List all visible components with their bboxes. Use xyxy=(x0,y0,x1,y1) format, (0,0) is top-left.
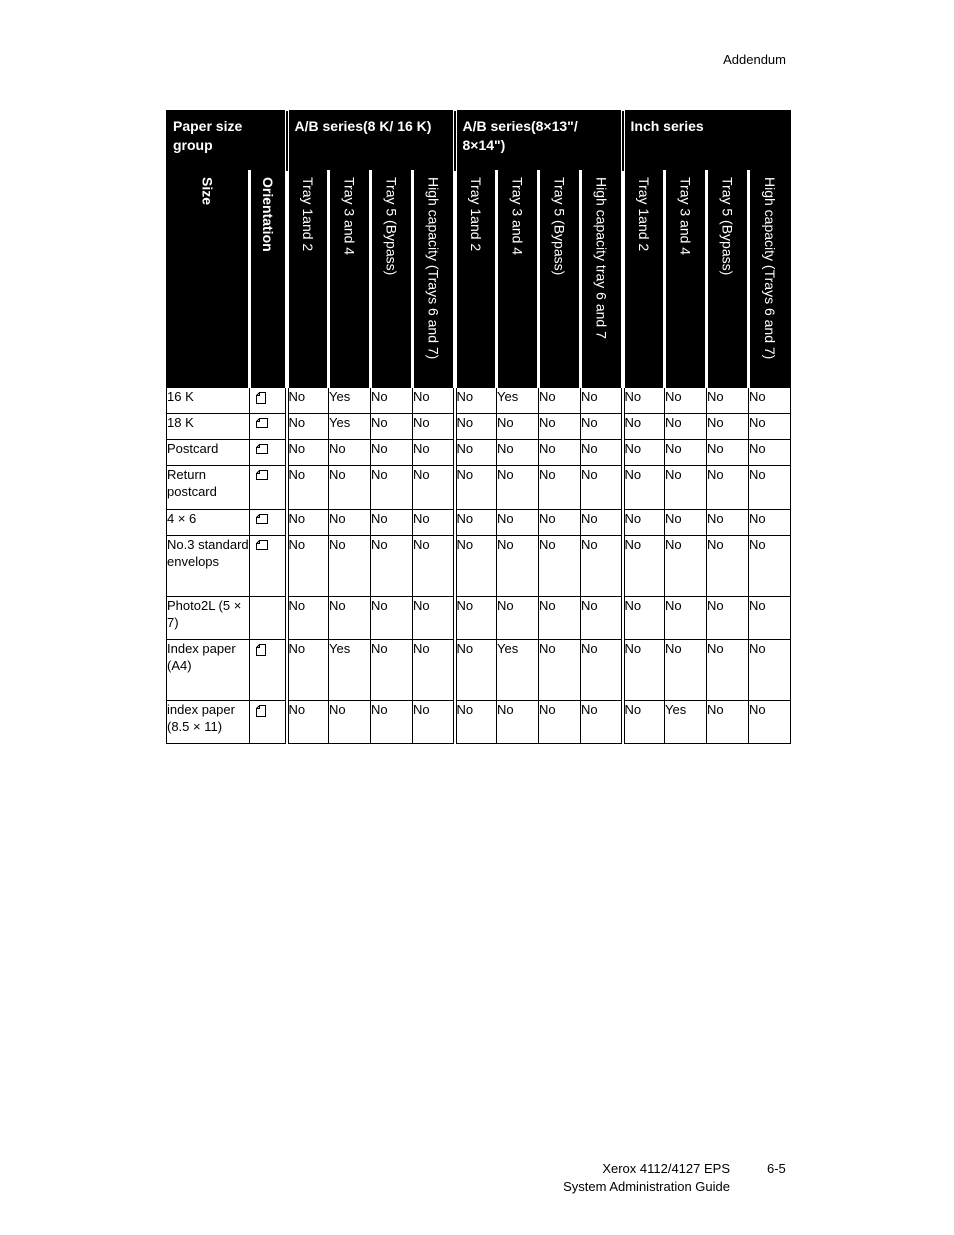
orientation-cell xyxy=(250,536,287,597)
support-cell: No xyxy=(329,536,371,597)
support-cell: No xyxy=(371,440,413,466)
table-row xyxy=(167,597,791,640)
column-header-label: Tray 3 and 4 xyxy=(509,177,526,256)
support-cell: Yes xyxy=(497,640,539,701)
support-cell: Yes xyxy=(329,388,371,414)
support-cell: No xyxy=(287,701,329,744)
support-cell: No xyxy=(665,466,707,510)
support-cell: No xyxy=(665,388,707,414)
support-cell: No xyxy=(413,440,455,466)
support-cell: No xyxy=(665,597,707,640)
support-cell: No xyxy=(539,440,581,466)
column-header-label: Tray 1and 2 xyxy=(467,177,484,252)
support-cell: No xyxy=(329,597,371,640)
support-cell: No xyxy=(749,510,791,536)
support-cell: No xyxy=(623,536,665,597)
size-cell: Photo2L (5 × 7) xyxy=(167,597,250,640)
landscape-orientation-icon xyxy=(256,470,268,480)
support-cell: No xyxy=(455,597,497,640)
column-header-label: Size xyxy=(199,177,216,206)
support-cell: No xyxy=(287,536,329,597)
support-cell: No xyxy=(371,510,413,536)
support-cell: No xyxy=(497,536,539,597)
orientation-cell xyxy=(250,466,287,510)
size-cell: Postcard xyxy=(167,440,250,466)
support-cell: No xyxy=(413,466,455,510)
orientation-cell xyxy=(250,701,287,744)
support-cell: No xyxy=(413,701,455,744)
support-cell: No xyxy=(539,510,581,536)
portrait-orientation-icon xyxy=(256,705,266,717)
support-cell: No xyxy=(749,414,791,440)
support-cell: Yes xyxy=(665,701,707,744)
footer-page-number: 6-5 xyxy=(767,1161,786,1176)
support-cell: No xyxy=(287,388,329,414)
support-cell: No xyxy=(623,701,665,744)
support-cell: No xyxy=(371,466,413,510)
support-cell: No xyxy=(707,440,749,466)
support-cell: No xyxy=(371,701,413,744)
support-cell: No xyxy=(497,440,539,466)
support-cell: No xyxy=(581,510,623,536)
support-cell: No xyxy=(581,388,623,414)
size-cell: No.3 standard envelops xyxy=(167,536,250,597)
support-cell: No xyxy=(749,640,791,701)
support-cell: No xyxy=(539,466,581,510)
support-cell: No xyxy=(749,701,791,744)
footer-guide-name: System Administration Guide xyxy=(563,1179,730,1194)
support-cell: No xyxy=(329,701,371,744)
support-cell: No xyxy=(413,414,455,440)
table-row xyxy=(167,440,791,466)
column-header xyxy=(329,171,371,388)
support-cell: Yes xyxy=(329,640,371,701)
column-header xyxy=(250,171,287,388)
table-row xyxy=(167,414,791,440)
size-cell: 16 K xyxy=(167,388,250,414)
column-header xyxy=(497,171,539,388)
support-cell: No xyxy=(413,536,455,597)
orientation-cell xyxy=(250,440,287,466)
support-cell: No xyxy=(455,414,497,440)
support-cell: No xyxy=(707,597,749,640)
support-cell: No xyxy=(749,597,791,640)
support-cell: No xyxy=(749,466,791,510)
support-cell: No xyxy=(497,597,539,640)
running-header: Addendum xyxy=(723,52,786,67)
size-cell: 4 × 6 xyxy=(167,510,250,536)
support-cell: No xyxy=(539,640,581,701)
support-cell: No xyxy=(623,510,665,536)
table-row xyxy=(167,466,791,510)
support-cell: No xyxy=(581,701,623,744)
support-cell: No xyxy=(455,440,497,466)
support-cell: No xyxy=(749,440,791,466)
size-cell: Return postcard xyxy=(167,466,250,510)
table-row xyxy=(167,701,791,744)
support-cell: No xyxy=(623,466,665,510)
column-header xyxy=(413,171,455,388)
group-header-inch: Inch series xyxy=(623,111,791,171)
landscape-orientation-icon xyxy=(256,418,268,428)
column-header-label: Tray 1and 2 xyxy=(635,177,652,252)
support-cell: No xyxy=(623,640,665,701)
support-cell: No xyxy=(329,440,371,466)
support-cell: No xyxy=(707,640,749,701)
size-cell: 18 K xyxy=(167,414,250,440)
column-header xyxy=(167,171,250,388)
column-header-label: Tray 3 and 4 xyxy=(677,177,694,256)
support-cell: No xyxy=(749,536,791,597)
support-cell: No xyxy=(371,640,413,701)
landscape-orientation-icon xyxy=(256,540,268,550)
column-header-label: Tray 1and 2 xyxy=(299,177,316,252)
support-cell: No xyxy=(287,640,329,701)
orientation-cell xyxy=(250,388,287,414)
support-cell: No xyxy=(581,466,623,510)
support-cell: No xyxy=(581,440,623,466)
support-cell: No xyxy=(371,388,413,414)
column-header-label: High capacity tray 6 and 7 xyxy=(593,177,610,339)
orientation-cell xyxy=(250,640,287,701)
support-cell: No xyxy=(539,414,581,440)
support-cell: No xyxy=(497,510,539,536)
support-cell: No xyxy=(581,597,623,640)
support-cell: No xyxy=(413,597,455,640)
support-cell: No xyxy=(497,701,539,744)
column-header-label: Tray 5 (Bypass) xyxy=(551,177,568,276)
support-cell: No xyxy=(413,388,455,414)
support-cell: No xyxy=(455,388,497,414)
footer-product xyxy=(563,1160,730,1196)
support-cell: No xyxy=(371,536,413,597)
orientation-cell xyxy=(250,414,287,440)
support-cell: No xyxy=(665,414,707,440)
support-cell: No xyxy=(455,466,497,510)
support-cell: Yes xyxy=(497,388,539,414)
footer-product-name: Xerox 4112/4127 EPS xyxy=(602,1161,730,1176)
column-header xyxy=(371,171,413,388)
group-header-ab-8k16k: A/B series(8 K/ 16 K) xyxy=(287,111,455,171)
column-header xyxy=(581,171,623,388)
support-cell: No xyxy=(707,414,749,440)
column-header-label: Orientation xyxy=(259,177,276,252)
table-row xyxy=(167,640,791,701)
support-cell: No xyxy=(707,701,749,744)
support-cell: No xyxy=(539,597,581,640)
orientation-cell xyxy=(250,510,287,536)
column-header xyxy=(539,171,581,388)
table-row xyxy=(167,388,791,414)
group-header-paper-size: Paper size group xyxy=(167,111,287,171)
support-cell: Yes xyxy=(329,414,371,440)
support-cell: No xyxy=(287,510,329,536)
support-cell: No xyxy=(665,536,707,597)
column-header xyxy=(455,171,497,388)
support-cell: No xyxy=(707,510,749,536)
support-cell: No xyxy=(497,414,539,440)
support-cell: No xyxy=(623,388,665,414)
support-cell: No xyxy=(539,536,581,597)
support-cell: No xyxy=(665,440,707,466)
support-cell: No xyxy=(707,466,749,510)
support-cell: No xyxy=(623,440,665,466)
support-cell: No xyxy=(581,640,623,701)
support-cell: No xyxy=(287,440,329,466)
support-cell: No xyxy=(497,466,539,510)
support-cell: No xyxy=(581,536,623,597)
orientation-cell xyxy=(250,597,287,640)
support-cell: No xyxy=(287,597,329,640)
portrait-orientation-icon xyxy=(256,392,266,404)
support-cell: No xyxy=(749,388,791,414)
support-cell: No xyxy=(455,640,497,701)
group-header-ab-8x13: A/B series(8×13"/ 8×14") xyxy=(455,111,623,171)
column-header xyxy=(287,171,329,388)
landscape-orientation-icon xyxy=(256,514,268,524)
support-cell: No xyxy=(623,597,665,640)
support-cell: No xyxy=(623,414,665,440)
support-cell: No xyxy=(371,597,413,640)
column-header xyxy=(665,171,707,388)
support-cell: No xyxy=(371,414,413,440)
support-cell: No xyxy=(665,640,707,701)
support-cell: No xyxy=(665,510,707,536)
column-header-label: Tray 5 (Bypass) xyxy=(383,177,400,276)
size-cell: Index paper (A4) xyxy=(167,640,250,701)
column-header-label: Tray 5 (Bypass) xyxy=(719,177,736,276)
column-header-label: Tray 3 and 4 xyxy=(341,177,358,256)
size-cell: index paper (8.5 × 11) xyxy=(167,701,250,744)
landscape-orientation-icon xyxy=(256,444,268,454)
paper-size-table xyxy=(166,110,791,744)
table-row xyxy=(167,536,791,597)
support-cell: No xyxy=(287,414,329,440)
support-cell: No xyxy=(455,510,497,536)
column-header xyxy=(623,171,665,388)
column-header-label: High capacity (Trays 6 and 7) xyxy=(425,177,442,360)
support-cell: No xyxy=(539,388,581,414)
support-cell: No xyxy=(413,640,455,701)
support-cell: No xyxy=(539,701,581,744)
support-cell: No xyxy=(455,536,497,597)
table-row xyxy=(167,510,791,536)
support-cell: No xyxy=(413,510,455,536)
support-cell: No xyxy=(707,536,749,597)
column-header xyxy=(707,171,749,388)
support-cell: No xyxy=(707,388,749,414)
column-header-label: High capacity (Trays 6 and 7) xyxy=(762,177,778,360)
portrait-orientation-icon xyxy=(256,644,266,656)
support-cell: No xyxy=(581,414,623,440)
support-cell: No xyxy=(455,701,497,744)
support-cell: No xyxy=(287,466,329,510)
support-cell: No xyxy=(329,510,371,536)
column-header xyxy=(749,171,791,388)
support-cell: No xyxy=(329,466,371,510)
